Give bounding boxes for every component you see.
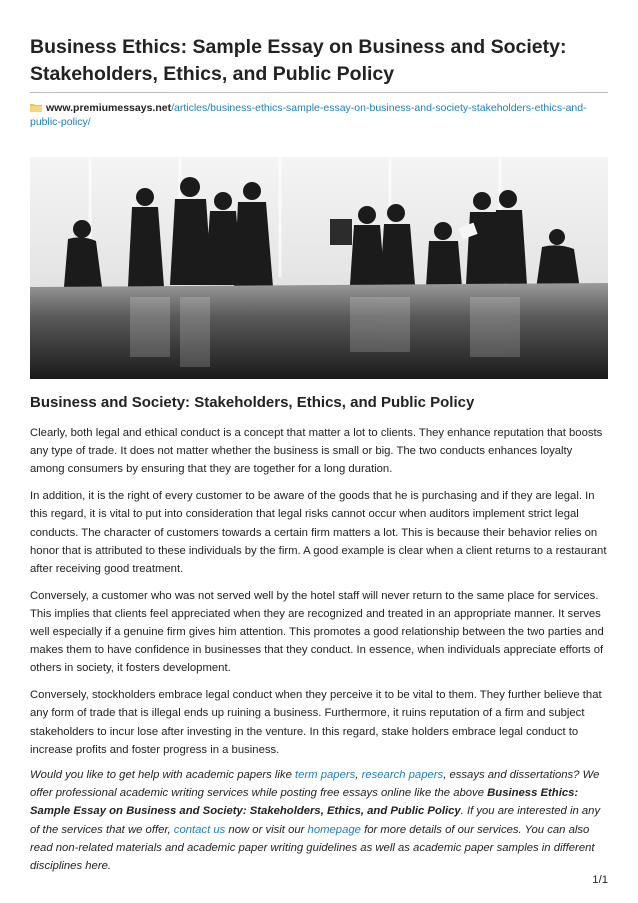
source-path[interactable]: /articles/business-ethics-sample-essay-on-business-and-society-stakeholders-ethics-and-public-policy/: [30, 102, 587, 128]
promo-text: Would you like to get help with academic papers like: [30, 769, 295, 781]
article-paragraph: In addition, it is the right of every customer to be aware of the goods that he is purchasing and if they are legal. In this regard, it is vital to put into consideration that legal risks cannot occur when auditors implement strict legal conducts. The character of customers towards a certain firm matters a lot. This is because their behavior relies on honor that is attributed to these individuals by the firm. A good example is clear when a client returns to a restaurant after receiving good treatment.: [30, 490, 607, 575]
promo-text: , essays and dissertations? We offer professional academic writing services while posting free essays online like the above: [30, 769, 600, 800]
promo-paragraph: [30, 766, 608, 875]
source-domain[interactable]: www.premiumessays.net: [46, 102, 172, 114]
article-heading: Business and Society: Stakeholders, Ethics, and Public Policy: [30, 394, 475, 411]
promo-text: for more details of our services. You can also read non-related materials and academic paper writing guidelines as well as academic paper samples in different disciplines here.: [30, 823, 595, 873]
page-number: 1/1: [592, 874, 608, 886]
page-title: Business Ethics: Sample Essay on Business and Society: Stakeholders, Ethics, and Public Policy: [30, 36, 567, 85]
research-papers-link[interactable]: research papers: [361, 769, 444, 781]
article-paragraph: Clearly, both legal and ethical conduct is a concept that matter a lot to clients. They enhance reputation that boosts any type of trade. It does not matter whether the business is small or big. The two conducts enhances loyalty among consumers by ensuring that they are together for a long duration.: [30, 427, 603, 476]
source-url[interactable]: [30, 101, 610, 129]
homepage-link[interactable]: homepage: [307, 823, 361, 836]
article-body: [30, 424, 608, 767]
term-papers-link[interactable]: term papers: [295, 769, 356, 781]
promo-essay-title: Business Ethics: Sample Essay on Business and Society: Stakeholders, Ethics, and Public Policy: [30, 787, 579, 818]
folder-icon: [30, 102, 42, 111]
title-divider: [30, 92, 608, 93]
article-paragraph: Conversely, a customer who was not served well by the hotel staff will never return to the same place for services. This implies that clients feel appreciated when they are recognized and treated in an appropriate manner. It serves well especially if a genuine firm gives him attention. This promotes a good relationship between the two parties and makes them to have confidence in businesses that they conduct. In essence, when individuals appreciate efforts of others in society, it fosters development.: [30, 589, 604, 675]
promo-text: ,: [355, 769, 362, 781]
business-people-photo: [30, 157, 608, 379]
promo-text: . If you are interested in any of the services that we offer,: [30, 805, 601, 836]
promo-text: now or visit our: [225, 823, 308, 836]
contact-us-link[interactable]: contact us: [173, 823, 226, 836]
article-paragraph: Conversely, stockholders embrace legal conduct when they perceive it to be vital to them. They further believe that any form of trade that is illegal ends up ruining a business. Furthermore, it ruins reputation of a firm and subject stakeholders to incur lose after investing in the venture. In this regard, stake holders embrace legal conduct to increase profits and foster progress in a business.: [30, 689, 602, 756]
